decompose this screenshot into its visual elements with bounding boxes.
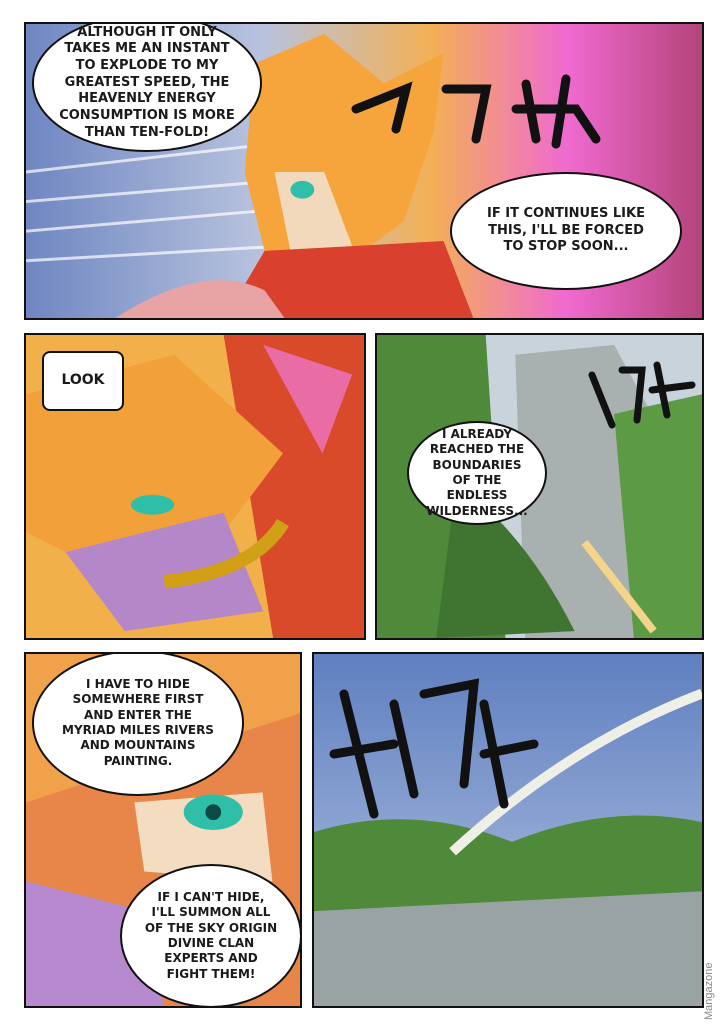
sound-effect: [324, 664, 544, 824]
speech-text: IF I CAN'T HIDE, I'LL SUMMON ALL OF THE SKY ORIGIN DIVINE CLAN EXPERTS AND FIGHT THEM!: [144, 889, 278, 981]
speech-bubble-look: [42, 351, 124, 411]
speech-bubble-hide: [32, 652, 244, 796]
panel-4: [24, 652, 302, 1008]
speech-bubble-boundaries: [407, 421, 547, 525]
speech-bubble-summon: [120, 864, 302, 1008]
panel-1: [24, 22, 704, 320]
speech-text: LOOK: [61, 372, 105, 389]
speech-text: IF IT CONTINUES LIKE THIS, I'LL BE FORCED TO STOP SOON...: [487, 206, 645, 255]
panel-5: [312, 652, 704, 1008]
speech-text: I ALREADY REACHED THE BOUNDARIES OF THE ENDLESS WILDERNESS...: [426, 426, 528, 518]
sound-effect: [336, 69, 666, 149]
panel-2: [24, 333, 366, 640]
watermark: Mangazone: [703, 962, 715, 1020]
speech-text: I HAVE TO HIDE SOMEWHERE FIRST AND ENTER THE MYRIAD MILES RIVERS AND MOUNTAINS PAINTING.: [62, 676, 214, 768]
speech-bubble-top-left: [32, 22, 262, 152]
panel-3: [375, 333, 704, 640]
speech-text: ALTHOUGH IT ONLY TAKES ME AN INSTANT TO EXPLODE TO MY GREATEST SPEED, THE HEAVENLY ENERGY CONSUMPTION IS MORE THAN TEN-FOLD!: [59, 24, 235, 140]
sound-effect: [582, 355, 702, 435]
speech-bubble-right: [450, 172, 682, 290]
